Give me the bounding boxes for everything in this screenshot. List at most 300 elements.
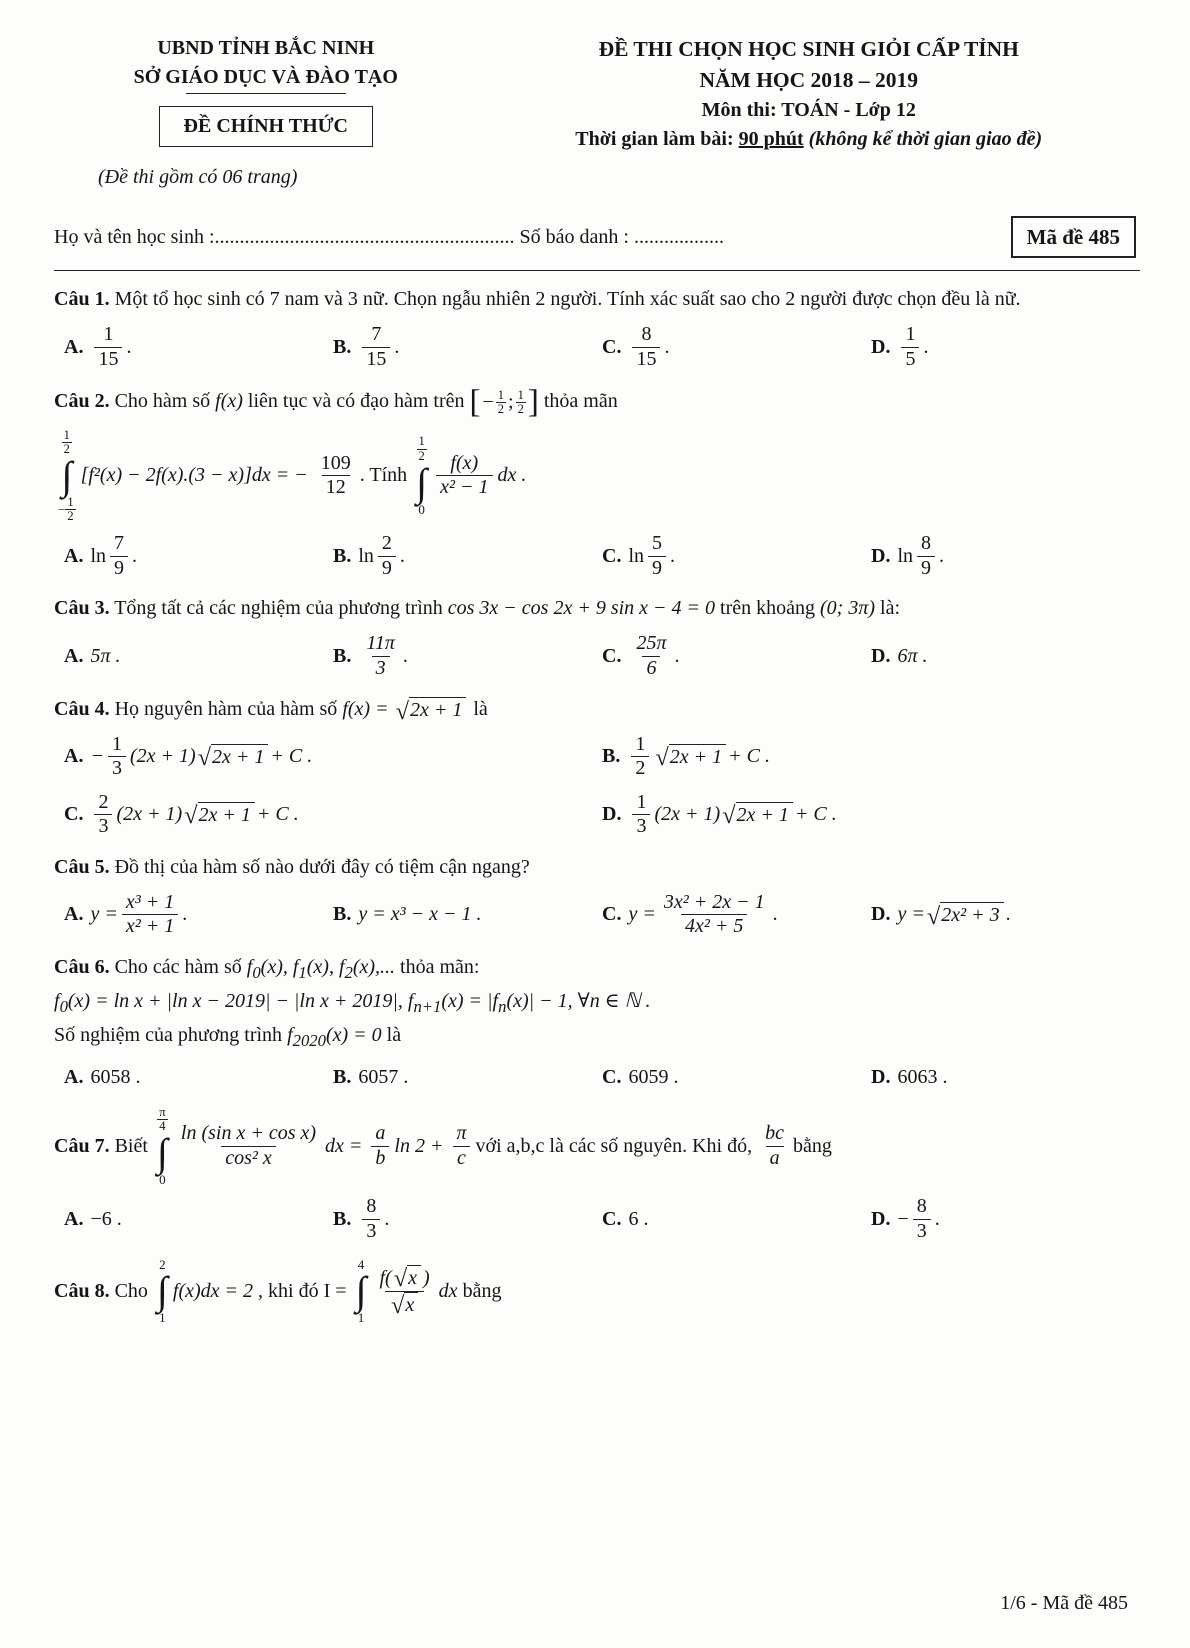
ln-function: ln	[358, 544, 374, 567]
option-suffix: + C .	[256, 803, 299, 826]
denominator: 15	[362, 347, 390, 372]
option-suffix: .	[939, 544, 945, 567]
denominator: 5	[901, 347, 919, 372]
integral-upper-limit	[417, 435, 427, 462]
option-letter: C.	[602, 1208, 622, 1231]
question-body: Cho	[114, 1279, 148, 1302]
denominator: 2	[517, 401, 524, 416]
question-label: Câu 6.	[54, 956, 110, 979]
question-label: Câu 1.	[54, 288, 110, 311]
fraction	[417, 435, 427, 462]
option-suffix: .	[934, 1208, 940, 1231]
question-body: liên tục và có đạo hàm trên	[242, 389, 470, 412]
integral-sign: ∫	[355, 1268, 367, 1314]
numerator: ln (sin x + cos x)	[180, 1121, 317, 1144]
option-value: 6063 .	[897, 1065, 948, 1088]
denominator: cos² x	[221, 1146, 276, 1171]
radicand: 2x + 1	[736, 802, 793, 828]
question-1	[54, 285, 1140, 371]
denominator: 9	[110, 556, 128, 581]
option-a	[64, 532, 333, 580]
question-body: là	[468, 697, 488, 720]
math-text: (x) = ln x + |ln x − 2019| − |ln x + 2019|,	[67, 990, 408, 1013]
question-2-options	[54, 532, 1140, 580]
integral-sign: ∫	[61, 452, 73, 498]
option-letter: D.	[871, 1208, 891, 1231]
student-info-row	[54, 216, 1140, 258]
integral	[157, 1258, 168, 1325]
fraction	[917, 532, 935, 580]
question-body: bằng	[462, 1279, 502, 1302]
fraction	[632, 791, 650, 839]
radical-sign: √	[926, 902, 941, 930]
question-6	[54, 953, 1140, 1092]
question-7-head	[54, 1106, 1140, 1187]
radical-sign: √	[197, 744, 212, 772]
fraction	[452, 1122, 470, 1170]
radical-sign: √	[395, 697, 409, 725]
numerator: 1	[635, 732, 646, 755]
authority-line1: UBND TỈNH BẮC NINH	[157, 37, 375, 59]
integrand: [f²(x) − 2f(x).(3 − x)]dx = −	[80, 464, 308, 487]
numerator: 1	[103, 323, 114, 346]
option-suffix: + C .	[270, 745, 313, 768]
question-5	[54, 853, 1140, 939]
close-bracket: ]	[527, 383, 539, 420]
ln-function: ln	[628, 544, 645, 567]
subscript: n	[498, 997, 507, 1017]
option-b	[602, 733, 1140, 781]
option-letter: B.	[602, 745, 621, 768]
numerator: 11π	[366, 632, 395, 655]
header-right	[478, 34, 1140, 154]
option-letter: C.	[602, 544, 622, 567]
option-a	[64, 891, 333, 939]
option-b	[333, 632, 602, 680]
option-suffix: .	[402, 644, 408, 667]
exam-code-box: Mã đề 485	[1011, 216, 1136, 258]
question-6-options	[54, 1063, 1140, 1092]
radicand: 2x + 1	[198, 802, 255, 828]
question-body: với a,b,c là các số nguyên. Khi đó,	[475, 1134, 753, 1157]
option-c	[602, 1205, 871, 1234]
numerator: 1	[497, 387, 505, 402]
denominator: 6	[642, 656, 660, 681]
question-body: Cho các hàm số	[114, 956, 247, 979]
option-value: −6 .	[90, 1208, 122, 1231]
question-label: Câu 2.	[54, 389, 110, 412]
question-3-options	[54, 632, 1140, 680]
option-suffix: .	[384, 1208, 390, 1231]
differential: dx	[438, 1279, 458, 1302]
fraction	[108, 733, 126, 781]
differential: dx .	[497, 464, 527, 487]
option-d	[602, 791, 1140, 839]
math-text: (x),	[306, 956, 339, 979]
denominator: x² + 1	[122, 914, 178, 939]
page-footer: 1/6 - Mã đề 485	[1000, 1592, 1128, 1614]
differential: dx =	[325, 1134, 363, 1157]
fraction	[94, 791, 112, 839]
radical	[396, 697, 467, 723]
numerator: π	[456, 1121, 467, 1144]
denominator: 2	[67, 509, 74, 523]
numerator: 1	[905, 323, 916, 346]
denominator: 9	[378, 556, 396, 581]
numerator: 8	[641, 323, 652, 346]
option-b	[333, 1195, 602, 1243]
fraction	[901, 323, 919, 371]
option-letter: C.	[602, 903, 622, 926]
question-4-options	[54, 733, 1140, 839]
numerator: f(x)	[450, 451, 479, 474]
option-letter: A.	[64, 544, 84, 567]
option-letter: B.	[333, 544, 352, 567]
question-7-options	[54, 1195, 1140, 1243]
question-5-head	[54, 853, 1140, 882]
denominator: 2	[497, 401, 505, 416]
math-text: (x) = |	[441, 990, 493, 1013]
option-d	[871, 1063, 1140, 1092]
denominator: 3	[632, 814, 650, 839]
fraction	[913, 1195, 931, 1243]
denominator: 2	[631, 756, 649, 781]
integral-sign: ∫	[156, 1129, 168, 1175]
ln-function: ln	[90, 544, 107, 567]
integral-sign: ∫	[416, 459, 428, 505]
separator: ;	[508, 390, 514, 413]
option-letter: A.	[64, 1208, 84, 1231]
fraction	[62, 429, 72, 456]
numerator	[376, 1265, 434, 1291]
option-value: 6 .	[628, 1208, 649, 1231]
f-symbol: f	[246, 956, 253, 979]
option-letter: B.	[333, 644, 352, 667]
time-value: 90 phút	[738, 128, 804, 151]
question-3-head	[54, 594, 1140, 623]
numerator: 1	[517, 387, 524, 402]
option-a	[64, 323, 333, 371]
interval	[469, 383, 539, 420]
numerator: 7	[114, 532, 125, 555]
question-5-options	[54, 891, 1140, 939]
question-1-options	[54, 323, 1140, 371]
radical	[184, 802, 255, 828]
option-letter: A.	[64, 336, 84, 359]
option-b	[333, 532, 602, 580]
math-text: ln 2 +	[394, 1134, 444, 1157]
f-symbol: f	[287, 1024, 293, 1047]
option-letter: A.	[64, 1065, 84, 1088]
factor: (2x + 1)	[129, 745, 196, 768]
numerator: 2	[98, 790, 109, 813]
option-letter: D.	[871, 336, 891, 359]
math-text: )	[423, 1267, 430, 1290]
fraction	[94, 323, 122, 371]
question-2-equation	[54, 429, 1140, 524]
numerator: 1	[111, 732, 122, 755]
fraction	[496, 389, 506, 416]
numerator: 1	[63, 427, 70, 442]
denominator: 15	[94, 347, 122, 372]
numerator: 1	[636, 790, 647, 813]
question-6-head	[54, 953, 1140, 985]
option-a	[64, 1063, 333, 1092]
option-letter: C.	[602, 1065, 622, 1088]
question-body: là:	[875, 597, 901, 620]
question-body: Tổng tất cả các nghiệm của phương trình	[114, 597, 448, 620]
option-letter: D.	[871, 903, 891, 926]
f-symbol: f	[338, 956, 345, 979]
denominator: 4	[159, 1118, 166, 1133]
question-3	[54, 594, 1140, 680]
integral	[58, 429, 76, 524]
numerator: 3x² + 2x − 1	[663, 890, 765, 913]
ln-function: ln	[897, 544, 914, 567]
numerator: 25π	[636, 632, 667, 655]
option-letter: D.	[871, 644, 891, 667]
option-suffix: .	[132, 544, 138, 567]
question-body: Cho hàm số	[114, 389, 216, 412]
f-symbol: f	[292, 956, 299, 979]
question-body: trên khoảng	[715, 597, 821, 620]
math-text: (x),...	[352, 956, 401, 979]
numerator: 1	[67, 494, 74, 509]
question-1-head	[54, 285, 1140, 314]
subscript: 0	[59, 997, 68, 1017]
option-b	[333, 900, 602, 929]
function-sequence	[246, 956, 401, 983]
integral-upper-limit: 4	[357, 1256, 365, 1272]
equation	[287, 1024, 382, 1051]
option-d	[871, 642, 1140, 671]
option-suffix: .	[182, 903, 188, 926]
radical	[198, 744, 269, 770]
numerator: bc	[765, 1121, 785, 1144]
function-notation: f(x) =	[342, 697, 394, 720]
option-value: 6π .	[897, 644, 928, 667]
integral-lower-limit	[58, 496, 76, 523]
question-body: là	[381, 1024, 402, 1047]
radicand: x	[407, 1265, 421, 1291]
denominator: 9	[648, 556, 666, 581]
fraction	[436, 452, 492, 500]
numerator: 8	[366, 1195, 377, 1218]
fraction	[516, 389, 526, 416]
question-label: Câu 4.	[54, 697, 110, 720]
option-c	[602, 532, 871, 580]
integral	[356, 1258, 367, 1325]
page-header	[54, 34, 1140, 192]
option-d	[871, 323, 1140, 371]
radical	[927, 902, 1004, 928]
factor: (2x + 1)	[654, 803, 721, 826]
question-body: Số nghiệm của phương trình	[54, 1024, 288, 1047]
option-suffix: .	[923, 336, 929, 359]
subject-line: Môn thi: TOÁN - Lớp 12	[701, 99, 916, 122]
denominator: 3	[108, 756, 126, 781]
question-label: Câu 8.	[54, 1279, 110, 1302]
integrand: f(x)dx = 2 ,	[172, 1279, 264, 1302]
option-value: y = x³ − x − 1 .	[358, 903, 482, 926]
denominator: 15	[632, 347, 660, 372]
minus-sign: −	[90, 745, 104, 768]
option-d	[871, 532, 1140, 580]
function-lhs: y =	[90, 903, 118, 926]
minus-sign: −	[482, 390, 494, 413]
numerator: 1	[418, 434, 425, 449]
option-a	[64, 642, 333, 671]
option-suffix: .	[664, 336, 670, 359]
option-suffix: .	[394, 336, 400, 359]
option-d	[871, 900, 1140, 929]
option-letter: A.	[64, 644, 84, 667]
fraction	[110, 532, 128, 580]
question-2	[54, 383, 1140, 581]
official-exam-box	[159, 106, 373, 147]
denominator: b	[371, 1146, 389, 1171]
question-8	[54, 1258, 1140, 1325]
denominator: a	[766, 1146, 784, 1171]
connector-text: . Tính	[359, 464, 408, 487]
option-letter: C.	[64, 803, 84, 826]
option-letter: B.	[333, 336, 352, 359]
question-body: thỏa mãn:	[400, 956, 480, 979]
fraction	[362, 1195, 380, 1243]
question-body: Họ nguyên hàm của hàm số	[114, 697, 343, 720]
question-label: Câu 3.	[54, 597, 110, 620]
integral-lower-limit: 0	[159, 1171, 166, 1187]
option-suffix: + C .	[728, 745, 770, 768]
student-name-line: Họ và tên học sinh :............................................................ Số báo danh : ..................	[54, 225, 724, 248]
integral	[416, 435, 427, 516]
option-suffix: .	[670, 544, 676, 567]
radical-sign: √	[722, 802, 736, 830]
subscript: n+1	[413, 997, 442, 1017]
question-6-definition	[54, 987, 1140, 1019]
option-c	[602, 891, 871, 939]
radical-sign: √	[184, 802, 198, 830]
fraction	[648, 532, 666, 580]
option-letter: A.	[64, 903, 84, 926]
question-label: Câu 7.	[54, 1134, 110, 1157]
question-2-head	[54, 383, 1140, 420]
fraction	[376, 1265, 434, 1318]
denominator: 3	[362, 1219, 380, 1244]
time-note: (không kể thời gian giao đề)	[803, 128, 1043, 151]
radicand: x	[404, 1292, 418, 1318]
numerator: 2	[381, 532, 392, 555]
option-a	[64, 733, 602, 781]
fraction	[378, 532, 396, 580]
math-text: f(	[379, 1267, 392, 1290]
radical	[391, 1292, 418, 1318]
f-symbol: f	[492, 990, 499, 1013]
math-text: (x),	[260, 956, 293, 979]
numerator: 8	[916, 1195, 927, 1218]
fraction	[157, 1106, 167, 1133]
option-c	[602, 632, 871, 680]
numerator: x³ + 1	[125, 890, 175, 913]
denominator: 2	[63, 441, 70, 456]
option-letter: B.	[333, 1208, 352, 1231]
denominator: 9	[917, 556, 935, 581]
question-body: thỏa mãn	[538, 389, 618, 412]
option-value: 6059 .	[628, 1065, 679, 1088]
fraction	[632, 632, 670, 680]
time-line	[478, 125, 1140, 154]
subscript: 2020	[292, 1031, 326, 1051]
option-suffix: .	[674, 644, 680, 667]
option-c	[602, 323, 871, 371]
numerator: 5	[652, 532, 663, 555]
question-body: Một tổ học sinh có 7 nam và 3 nữ. Chọn ngẫu nhiên 2 người. Tính xác suất sao cho 2 người được chọn đều là nữ.	[114, 288, 1021, 311]
radicand: 2x + 1	[669, 744, 726, 770]
subscript: 0	[252, 963, 261, 983]
radicand: 2x + 1	[211, 744, 268, 770]
option-a	[64, 1205, 333, 1234]
radical-sign: √	[393, 1265, 408, 1293]
radical	[394, 1265, 421, 1291]
integral-upper-limit: 2	[159, 1256, 166, 1272]
fraction	[761, 1122, 788, 1170]
integral-upper-limit	[157, 1106, 167, 1133]
denominator: c	[453, 1146, 470, 1171]
integral-lower-limit: 0	[418, 501, 425, 517]
option-b	[333, 1063, 602, 1092]
denominator: 3	[372, 656, 390, 681]
option-value: 5π .	[90, 644, 121, 667]
f-symbol: f	[54, 990, 60, 1013]
question-8-head	[54, 1258, 1140, 1325]
option-d	[871, 1195, 1140, 1243]
option-c	[602, 1063, 871, 1092]
official-exam-label: ĐỀ CHÍNH THỨC	[183, 115, 348, 137]
radical-sign: √	[390, 1292, 405, 1320]
fraction	[631, 733, 649, 781]
header-left-underline	[186, 93, 346, 94]
time-label: Thời gian làm bài:	[575, 128, 739, 151]
integral-sign: ∫	[156, 1268, 168, 1314]
denominator: 3	[94, 814, 112, 839]
fraction	[362, 632, 399, 680]
question-body: bằng	[793, 1134, 832, 1157]
integral	[157, 1106, 168, 1187]
option-suffix: .	[399, 544, 405, 567]
math-text: (x)| − 1, ∀n ∈ ℕ .	[506, 990, 651, 1013]
option-letter: D.	[871, 544, 891, 567]
factor: (2x + 1)	[116, 803, 183, 826]
question-body: Biết	[114, 1134, 148, 1157]
equation: cos 3x − cos 2x + 9 sin x − 4 = 0	[447, 597, 716, 620]
denominator: x² − 1	[436, 475, 492, 500]
question-4	[54, 695, 1140, 839]
option-suffix: .	[1005, 903, 1011, 926]
function-lhs: y =	[628, 903, 656, 926]
exam-title: ĐỀ THI CHỌN HỌC SINH GIỎI CẤP TỈNH	[598, 37, 1019, 61]
radical-sign: √	[655, 744, 669, 772]
numerator: π	[159, 1104, 166, 1119]
question-6-ask	[54, 1021, 1140, 1053]
option-letter: A.	[64, 745, 84, 768]
header-divider	[54, 270, 1140, 271]
question-body: Đồ thị của hàm số nào dưới đây có tiệm cận ngang?	[114, 855, 530, 878]
option-suffix: .	[126, 336, 132, 359]
numerator: a	[375, 1121, 386, 1144]
fraction	[317, 452, 355, 500]
option-letter: C.	[602, 644, 622, 667]
option-suffix: .	[772, 903, 778, 926]
